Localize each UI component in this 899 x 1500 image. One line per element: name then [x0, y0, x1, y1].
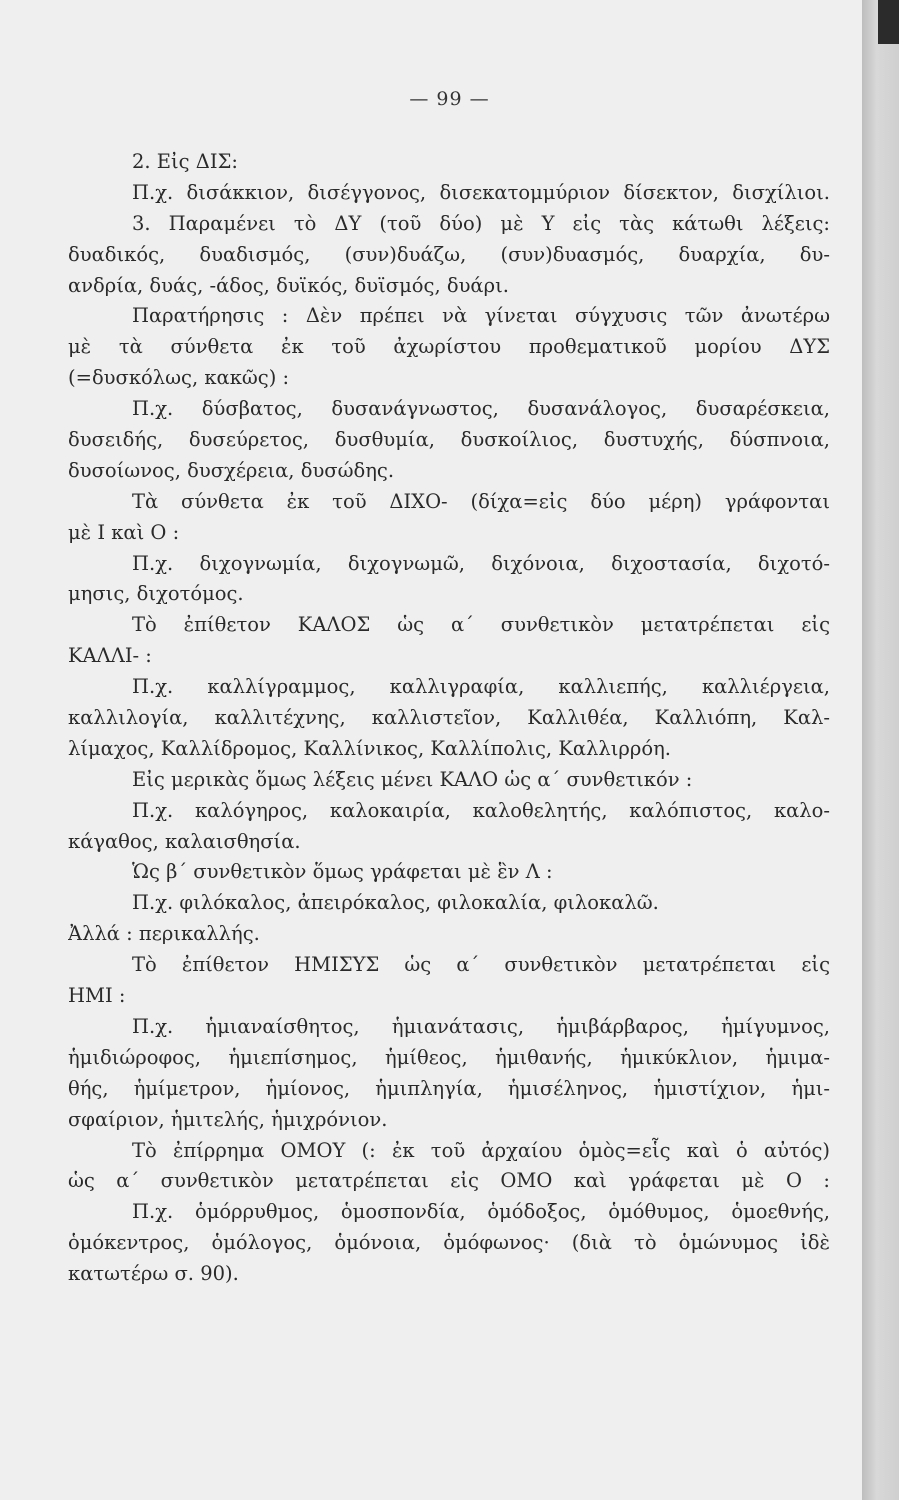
text-line: Π.χ. ὁμόρρυθμος, ὁμοσπονδία, ὁμόδοξος, ὁμόθυμος, ὁμοεθνής, [132, 1200, 830, 1224]
text-line: Ἀλλά : περικαλλής. [68, 922, 260, 946]
text-line: θής, ἡμίμετρον, ἡμίονος, ἡμιπληγία, ἡμισέληνος, ἡμιστίχιον, ἡμι- [68, 1076, 830, 1100]
text-line: ΗΜΙ : [68, 984, 126, 1008]
text-line: Π.χ. καλλίγραμμος, καλλιγραφία, καλλιεπής, καλλιέργεια, [132, 675, 830, 699]
text-line: Π.χ. φιλόκαλος, ἀπειρόκαλος, φιλοκαλία, φιλοκαλῶ. [132, 891, 659, 915]
text-line: ἡμιδιώροφος, ἡμιεπίσημος, ἡμίθεος, ἡμιθανής, ἡμικύκλιον, ἡμιμα- [68, 1045, 830, 1069]
page-gutter [862, 0, 899, 1500]
text-line: ανδρία, δυάς, -άδος, δυϊκός, δυϊσμός, δυάρι. [68, 273, 509, 297]
text-line: ὡς α΄ συνθετικὸν μετατρέπεται εἰς ΟΜΟ καὶ γράφεται μὲ Ο : [68, 1169, 830, 1193]
text-line: Εἰς μερικὰς ὅμως λέξεις μένει ΚΑΛΟ ὡς α΄ συνθετικόν : [132, 767, 693, 791]
text-line: δυαδικός, δυαδισμός, (συν)δυάζω, (συν)δυασμός, δυαρχία, δυ- [68, 242, 830, 266]
text-line: Π.χ. δύσβατος, δυσανάγνωστος, δυσανάλογος, δυσαρέσκεια, [132, 397, 830, 421]
text-line: Παρατήρησις : Δὲν πρέπει νὰ γίνεται σύγχυσις τῶν ἀνωτέρω [132, 304, 830, 328]
text-line: 2. Εἰς ΔΙΣ: [132, 150, 238, 173]
text-line: Π.χ. καλόγηρος, καλοκαιρία, καλοθελητής, καλόπιστος, καλο- [132, 798, 830, 822]
text-line: μησις, διχοτόμος. [68, 582, 244, 606]
text-line: ΚΑΛΛΙ- : [68, 644, 152, 668]
text-line: μὲ τὰ σύνθετα ἐκ τοῦ ἀχωρίστου προθεματικοῦ μορίου ΔΥΣ [68, 335, 830, 359]
body-text [68, 147, 830, 1290]
binding-edge-mark [878, 0, 899, 44]
text-line: Τὸ ἐπίθετον ΚΑΛΟΣ ὡς α΄ συνθετικὸν μετατρέπεται εἰς [132, 613, 830, 637]
text-line: 3. Παραμένει τὸ ΔΥ (τοῦ δύο) μὲ Υ εἰς τὰς κάτωθι λέξεις: [132, 211, 830, 235]
text-line: δυσειδής, δυσεύρετος, δυσθυμία, δυσκοίλιος, δυστυχής, δύσπνοια, [68, 428, 830, 452]
text-line: Π.χ. ἡμιαναίσθητος, ἡμιανάτασις, ἡμιβάρβαρος, ἡμίγυμνος, [132, 1014, 830, 1038]
text-line: Π.χ. δισάκκιον, δισέγγονος, δισεκατομμύριον δίσεκτον, δισχίλιοι. [132, 180, 830, 204]
text-line: δυσοίωνος, δυσχέρεια, δυσώδης. [68, 458, 395, 482]
text-line: Ὡς β΄ συνθετικὸν ὅμως γράφεται μὲ ἓν Λ : [132, 860, 553, 884]
text-line: Τὰ σύνθετα ἐκ τοῦ ΔΙΧΟ- (δίχα=εἰς δύο μέρη) γράφονται [132, 489, 830, 513]
text-line: καλλιλογία, καλλιτέχνης, καλλιστεῖον, Καλλιθέα, Καλλιόπη, Καλ- [68, 706, 830, 730]
text-line: Τὸ ἐπίρρημα ΟΜΟΥ (: ἐκ τοῦ ἀρχαίου ὁμὸς=εἷς καὶ ὁ αὐτός) [132, 1138, 830, 1162]
text-line: Τὸ ἐπίθετον ΗΜΙΣΥΣ ὡς α΄ συνθετικὸν μετατρέπεται εἰς [132, 953, 830, 977]
text-line: (=δυσκόλως, κακῶς) : [68, 366, 290, 390]
text-line: ὁμόκεντρος, ὁμόλογος, ὁμόνοια, ὁμόφωνος· (διὰ τὸ ὁμώνυμος ἰδὲ [68, 1231, 830, 1255]
text-line: λίμαχος, Καλλίδρομος, Καλλίνικος, Καλλίπολις, Καλλιρρόη. [68, 736, 671, 760]
text-line: σφαίριον, ἡμιτελής, ἡμιχρόνιον. [68, 1107, 388, 1131]
text-line: κατωτέρω σ. 90). [68, 1262, 239, 1286]
page-number: — 99 — [409, 88, 490, 110]
text-line: μὲ Ι καὶ Ο : [68, 520, 180, 544]
text-line: κάγαθος, καλαισθησία. [68, 829, 301, 853]
text-line: Π.χ. διχογνωμία, διχογνωμῶ, διχόνοια, διχοστασία, διχοτό- [132, 551, 830, 575]
